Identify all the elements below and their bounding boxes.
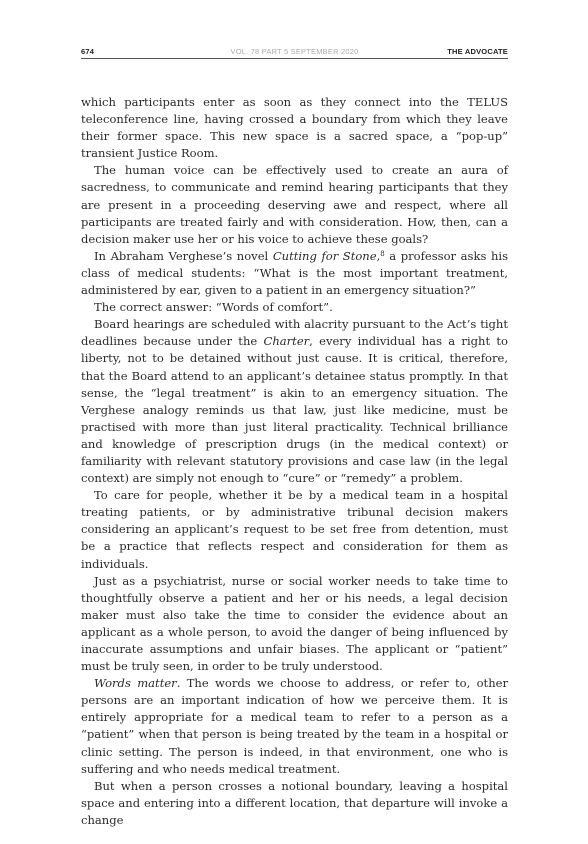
paragraph-3 (81, 248, 508, 299)
paragraph-3-text-a: In Abraham Verghese’s novel (94, 248, 273, 263)
paragraph-5-text-b: , every individual has a right to liberty, not to be detained without just cause. It is critical, therefore, that the Board attend to an applicant’s detainee status promptly. In that sense, the “legal treatment” is akin to an emergency situation. The Verghese analogy reminds us that law, just like medicine, must be practised with more than just literal practicality. Technical brilliance and knowledge of prescription drugs (in the medical context) or familiarity with relevant statutory provisions and case law (in the legal context) are simply not enough to “cure” or “remedy” a problem. (81, 334, 508, 486)
running-header (81, 44, 508, 58)
paragraph-5 (81, 316, 508, 487)
paragraph-4: The correct answer: “Words of comfort”. (94, 300, 333, 315)
header-rule (81, 58, 508, 59)
paragraph-5-text-a: Board hearings are scheduled with alacrity pursuant to the Act’s tight deadlines because under the (81, 317, 508, 349)
footnote-ref-8[interactable]: 8 (380, 249, 385, 258)
paragraph-8-text: . The words we choose to address, or refer to, other persons are an important indication of how we perceive them. It is entirely appropriate for a medical team to refer to a person as a “patient” when that person is being treated by the team in a hospital or clinic setting. The person is indeed, in that environment, one who is suffering and who needs medical treatment. (81, 676, 508, 776)
journal-issue-info: VOL. 78 PART 5 SEPTEMBER 2020 (230, 47, 359, 56)
journal-name: THE ADVOCATE (447, 47, 508, 56)
paragraph-8 (81, 675, 508, 778)
paragraph-7: Just as a psychiatrist, nurse or social worker needs to take time to thoughtfully observe a patient and her or his needs, a legal decision maker must also take the time to consider the evidence about an applicant as a whole person, to avoid the danger of being influenced by inaccurate assumptions and unfair biases. The applicant or “patient” must be truly seen, in order to be truly understood. (81, 573, 508, 674)
paragraph-9: But when a person crosses a notional boundary, leaving a hospital space and entering into a different location, that departure will invoke a change (81, 778, 508, 827)
paragraph-2: The human voice can be effectively used to create an aura of sacredness, to communicate and remind hearing participants that they are present in a proceeding deserving awe and respect, where all participants are treated fairly and with consideration. How, then, can a decision maker use her or his voice to achieve these goals? (81, 163, 508, 246)
paragraph-1: which participants enter as soon as they connect into the TELUS teleconference line, having crossed a boundary from which they leave their former space. This new space is a sacred space, a “pop-up” transient Justice Room. (81, 95, 508, 161)
paragraph-8-lead: Words matter (94, 676, 177, 691)
charter-title: Charter (263, 334, 310, 349)
paragraph-6: To care for people, whether it be by a medical team in a hospital treating patients, or by administrative tribunal decision makers considering an applicant’s request to be set free from detention, must be a practice that reflects respect and consideration for them as individuals. (81, 488, 508, 571)
paragraph-3-text-b: , (376, 248, 381, 263)
article-body (81, 94, 508, 829)
novel-title: Cutting for Stone (272, 248, 377, 263)
page-number: 674 (81, 47, 95, 56)
paragraph-3-text-c: a professor asks his class of medical students: “What is the most important treatment, administered by ear, given to a patient in an emergency situation?” (81, 248, 509, 298)
